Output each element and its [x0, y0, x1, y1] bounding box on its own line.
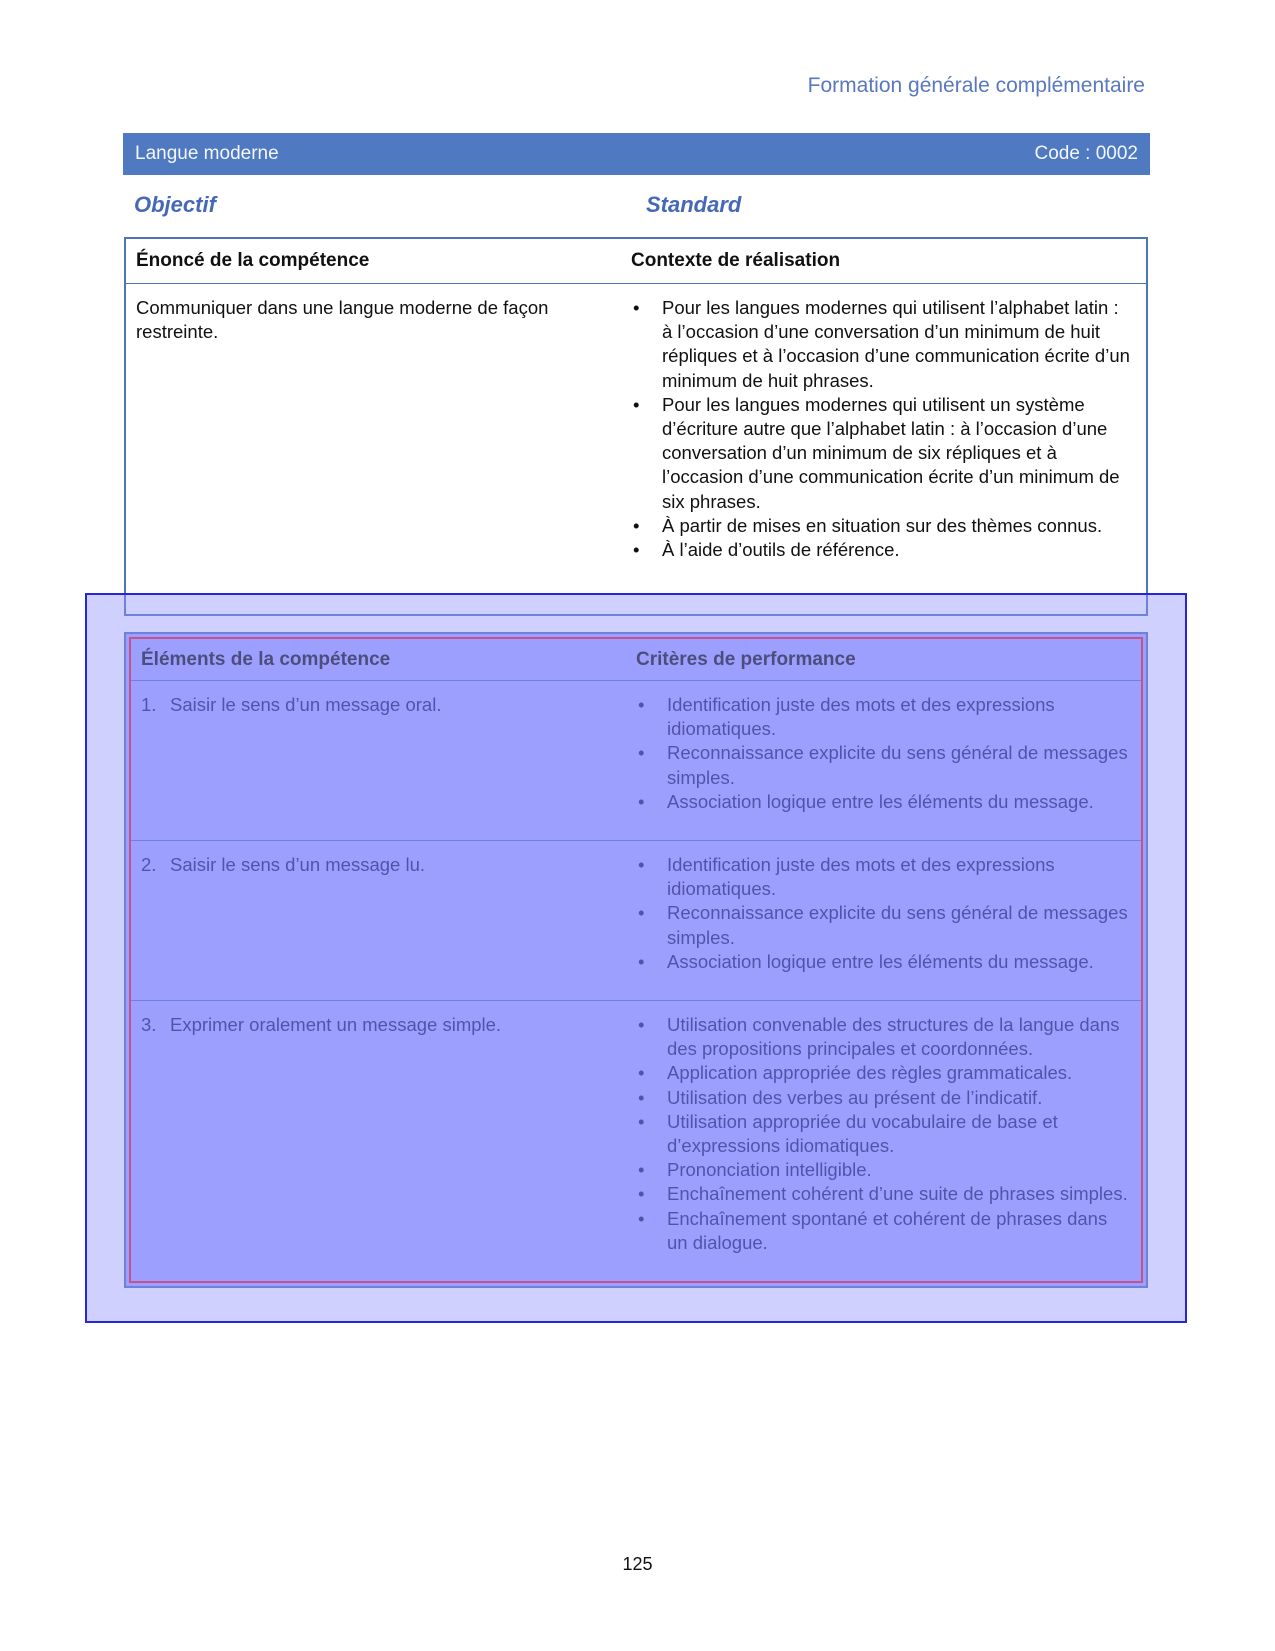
- element-number: 3.: [141, 1014, 157, 1035]
- criteria-list: [636, 853, 1129, 974]
- competence-statement: Communiquer dans une langue moderne de façon restreinte.: [136, 297, 549, 342]
- module-bar: [123, 133, 1150, 175]
- list-item: • Enchaînement cohérent d’une suite de phrases simples.: [636, 1182, 1129, 1206]
- table-row: [131, 681, 1141, 841]
- table-row: [131, 1001, 1141, 1261]
- list-item: • À l’aide d’outils de référence.: [631, 538, 1134, 562]
- list-item: • Pour les langues modernes qui utilisent l’alphabet latin : à l’occasion d’une conversation d’un minimum de huit répliques et à l’occasion d’une communication écrite d’un minimum de huit phrases.: [631, 296, 1134, 393]
- list-item: • Utilisation des verbes au présent de l’indicatif.: [636, 1086, 1129, 1110]
- list-item: • Association logique entre les éléments du message.: [636, 790, 1129, 814]
- criteria-list: [636, 693, 1129, 814]
- list-item: • À partir de mises en situation sur des thèmes connus.: [631, 514, 1134, 538]
- element-number: 2.: [141, 854, 157, 875]
- page-number: 125: [622, 1554, 653, 1574]
- list-item: • Reconnaissance explicite du sens général de messages simples.: [636, 741, 1129, 789]
- table-row: [131, 841, 1141, 1001]
- list-item: • Utilisation convenable des structures de la langue dans des propositions principales et coordonnées.: [636, 1013, 1129, 1061]
- list-item: • Enchaînement spontané et cohérent de phrases dans un dialogue.: [636, 1207, 1129, 1255]
- elements-header: Éléments de la compétence: [141, 648, 391, 670]
- elements-table-header: [131, 639, 1141, 681]
- context-header: Contexte de réalisation: [631, 250, 841, 271]
- elements-table: [124, 632, 1148, 1288]
- competence-table: [124, 237, 1148, 616]
- module-name: Langue moderne: [135, 143, 279, 164]
- element-text: Saisir le sens d’un message oral.: [170, 694, 442, 715]
- list-item: • Application appropriée des règles grammaticales.: [636, 1061, 1129, 1085]
- list-item: • Identification juste des mots et des expressions idiomatiques.: [636, 693, 1129, 741]
- statement-header: Énoncé de la compétence: [136, 250, 370, 271]
- criteria-list: [636, 1013, 1129, 1255]
- list-item: • Association logique entre les éléments du message.: [636, 950, 1129, 974]
- competence-table-row: [126, 284, 1146, 568]
- list-item: • Prononciation intelligible.: [636, 1158, 1129, 1182]
- competence-table-header: [126, 239, 1146, 284]
- criteria-header: Critères de performance: [636, 648, 856, 670]
- section-title: Formation générale complémentaire: [807, 74, 1145, 97]
- element-text: Saisir le sens d’un message lu.: [170, 854, 426, 875]
- element-number: 1.: [141, 694, 157, 715]
- list-item: • Pour les langues modernes qui utilisent un système d’écriture autre que l’alphabet latin : à l’occasion d’une conversation d’un minimum de six répliques et à l’occasion d’une communication écrite d’un minimum de six phrases.: [631, 393, 1134, 514]
- list-item: • Identification juste des mots et des expressions idiomatiques.: [636, 853, 1129, 901]
- competence-element: [141, 853, 636, 877]
- list-item: • Reconnaissance explicite du sens général de messages simples.: [636, 901, 1129, 949]
- context-list: [631, 296, 1134, 562]
- competence-element: [141, 693, 636, 717]
- objective-label: Objectif: [134, 192, 216, 217]
- element-text: Exprimer oralement un message simple.: [170, 1014, 502, 1035]
- competence-element: [141, 1013, 636, 1037]
- module-code: Code : 0002: [1034, 143, 1138, 164]
- list-item: • Utilisation appropriée du vocabulaire de base et d’expressions idiomatiques.: [636, 1110, 1129, 1158]
- standard-label: Standard: [646, 192, 742, 217]
